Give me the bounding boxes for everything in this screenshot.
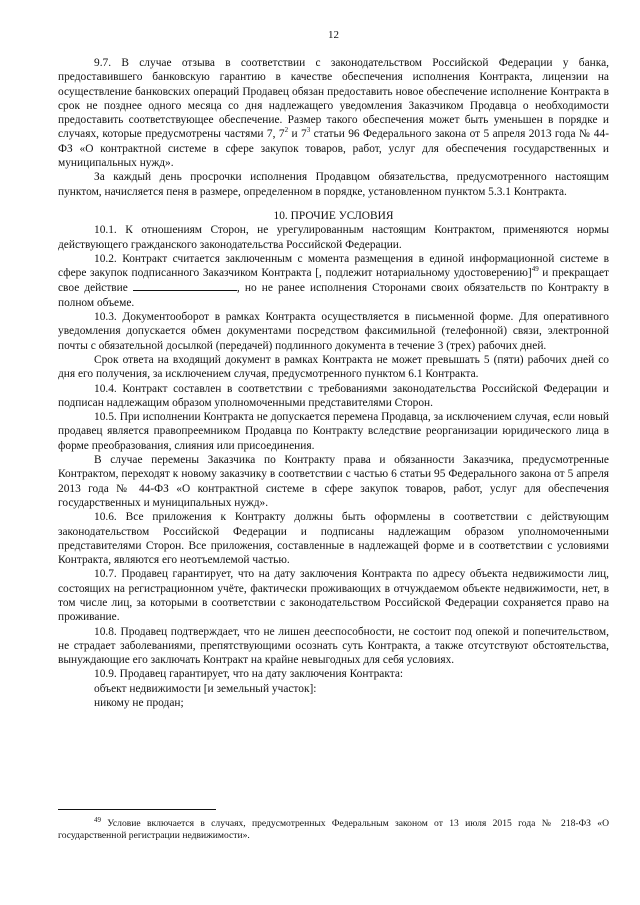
paragraph-10-9: 10.9. Продавец гарантирует, что на дату заключения Контракта: bbox=[94, 668, 404, 681]
paragraph-10-5-customer-change: В случае перемены Заказчика по Контракту права и обязанности Заказчика, предусмотренные Контрактом, переходят к новому заказчику в соответствии с частью 6 статьи 95 Федерального закона от 5 апреля 2013 года № 44-ФЗ «О контрактной системе в сфере закупок товаров, работ, услуг для обеспечения государственных и муниципальных нужд». bbox=[58, 454, 609, 509]
footnote-divider bbox=[58, 809, 216, 810]
superscript-2: 2 bbox=[284, 126, 289, 135]
paragraph-10-2-text-c: , но не ранее исполнения Сторонами своих обязательств по Контракту в полном объеме. bbox=[58, 282, 609, 309]
paragraph-10-8: 10.8. Продавец подтверждает, что не лишен дееспособности, не состоит под опекой и попечительством, не страдает заболеваниями, препятствующими осознать суть Контракта, а также отсутствуют обстоятельства, вынуждающие его заключать Контракт на крайне невыгодных для себя условиях. bbox=[58, 625, 609, 667]
paragraph-10-2-text-b: и прекращает свое действие bbox=[58, 267, 609, 295]
paragraph-10-4: 10.4. Контракт составлен в соответствии с требованиями законодательства Российской Федерации и подписан надлежащим образом уполномоченными представителями Сторон. bbox=[58, 382, 609, 409]
blank-line bbox=[133, 280, 237, 291]
paragraph-10-5: 10.5. При исполнении Контракта не допускается перемена Продавца, за исключением случая, если новый продавец является правопреемником Продавца по Контракту вследствие реорганизации юридического лица в форме преобразования, слияния или присоединения. bbox=[58, 411, 609, 452]
paragraph-9-7-text-a: 9.7. В случае отзыва в соответствии с законодательством Российской Федерации у банка, предоставившего банковскую гарантию в качестве обеспечения исполнения Контракта, лицензии на осуществление банковских операций Продавец обязан предоставить новое обеспечение исполнение Контракта в срок не позднее одного месяца со дня надлежащего уведомления Заказчиком Продавца о необходимости предоставить соответствующее обеспечение. Размер такого обеспечения может быть уменьшен в порядке и случаях, которые предусмотрены частями 7, 7 bbox=[58, 57, 609, 141]
paragraph-10-7: 10.7. Продавец гарантирует, что на дату заключения Контракта по адресу объекта недвижимости лиц, состоящих на регистрационном учёте, фактически проживающих в отчуждаемом объекте недвижимости, нет, в том числе лиц, за которыми в соответствии с законодательством Российской Федерации сохраняется право на проживание. bbox=[58, 568, 609, 624]
paragraph-10-3: 10.3. Документооборот в рамках Контракта осуществляется в письменной форме. Для оперативного уведомления допускается обмен документами посредством факсимильной (телефонной) связи, электронной почты с обязательной досылкой (передачей) подлинного документа в течение 3 (трех) рабочих дней. bbox=[58, 311, 609, 352]
footnote-text: Условие включается в случаях, предусмотренных Федеральным законом от 13 июля 2015 года № 218-ФЗ «О государственной регистрации недвижимости». bbox=[58, 818, 609, 841]
line-property: объект недвижимости [и земельный участок]: bbox=[94, 682, 317, 695]
paragraph-10-6: 10.6. Все приложения к Контракту должны быть оформлены в соответствии с действующим законодательством Российской Федерации и подписаны надлежащим образом уполномоченными представителями Сторон. Все приложения, составленные в надлежащей форме и в соответствии с условиями Контракта, являются его неотъемлемой частью. bbox=[58, 511, 609, 567]
footnote-49 bbox=[58, 815, 609, 842]
superscript-3: 3 bbox=[306, 126, 311, 135]
line-not-sold: никому не продан; bbox=[94, 697, 184, 710]
paragraph-9-7-text-c: статьи 96 Федерального закона от 5 апреля 2013 года № 44-ФЗ «О контрактной системе в сфере закупок товаров, работ, услуг для обеспечения государственных и муниципальных нужд». bbox=[58, 128, 609, 170]
paragraph-10-3-response: Срок ответа на входящий документ в рамках Контракта не может превышать 5 (пяти) рабочих дней со дня его получения, за исключением случая, предусмотренного пунктом 6.1 Контракта. bbox=[58, 353, 609, 381]
paragraph-9-7 bbox=[58, 56, 609, 170]
paragraph-10-1: 10.1. К отношениям Сторон, не урегулированным настоящим Контрактом, применяются нормы действующего гражданского законодательства Российской Федерации. bbox=[58, 224, 609, 251]
page-number: 12 bbox=[328, 29, 339, 41]
paragraph-10-2 bbox=[58, 252, 609, 310]
paragraph-10-2-text-a: 10.2. Контракт считается заключенным с момента размещения в единой информационной системе в сфере закупок подписанного Заказчиком Контракта [, подлежит нотариальному удостоверению] bbox=[58, 252, 609, 280]
footnote-marker: 49 bbox=[94, 815, 101, 824]
section-heading: 10. ПРОЧИЕ УСЛОВИЯ bbox=[273, 209, 394, 222]
paragraph-9-7-text-b: и 7 bbox=[288, 128, 307, 141]
paragraph-penalty: За каждый день просрочки исполнения Продавцом обязательства, предусмотренного настоящим пунктом, начисляется пеня в размере, определенном в порядке, установленном пунктом 5.3.1 Контракта. bbox=[58, 171, 609, 198]
footnote-ref-49: 49 bbox=[531, 265, 539, 274]
